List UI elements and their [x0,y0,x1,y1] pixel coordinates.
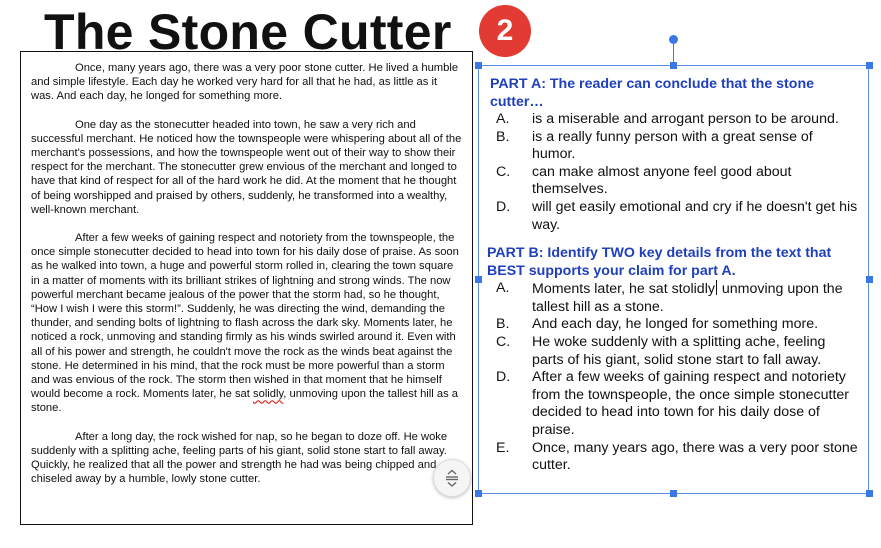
part-b-option-c[interactable]: C. He woke suddenly with a splitting ache, feeling parts of his giant, solid stone start to fall away. [496,333,826,368]
question-text-box[interactable] [478,65,869,494]
story-paragraph-3-end: , unmoving upon the tallest hill as a stone. [31,388,459,415]
part-b-option-b[interactable]: B. And each day, he longed for something more. [496,316,819,333]
story-paragraph-1: Once, many years ago, there was a very poor stone cutter. He lived a humble and simple lifestyle. Each day he worked very hard for all that he had, as little as it was. And each day, he longed for something more. [31,62,459,103]
part-a-heading: PART A: The reader can conclude that the stone cutter… [490,76,814,110]
part-b-option-d[interactable]: D. After a few weeks of gaining respect and notoriety from the townspeople, the once simple stonecutter decided to head into town for his daily dose of praise. [496,369,850,438]
part-a-option-b[interactable]: B. is a really funny person with a great sense of humor. [496,128,813,163]
drag-handle-icon[interactable] [433,459,471,497]
part-b-options [487,280,860,475]
spellcheck-word[interactable]: solidly [253,388,284,401]
story-paragraph-3-text: After a few weeks of gaining respect and notoriety from the townspeople, the once simple stonecutter decided to head into town for his daily dose of praise. As soon as he walked into town, a huge and powerful storm rolled in, clearing the town square in a matter of moments with its brilliant strikes of lightning and strong winds. The now powerful merchant became jealous of the power that the storm had, so he thought, “How I wish I were this storm!”. Suddenly, he was directing the wind, demanding the thunder, and sending bolts of lightning to flash across the dark sky. Moments later, he noticed a rock, unmoving and standing firmly as his winds swirled around it. Even with all of his power and strength, he couldn't move the rock as the winds beat against the stone. He determined in his mind, that the rock must be more powerful than a storm and was envious of the rock. The storm then wished in that moment that he himself would become a rock. Moments later, he sat [31,232,459,401]
part-a-options [487,111,860,234]
story-paragraph-2: One day as the stonecutter headed into town, he saw a very rich and successful merchant. He noticed how the townspeople were whispering about all of the merchant's possessions, and how the townspeople went out of their way to show their respect for the merchant. The stonecutter grew envious of the merchant and longed to have that kind of respect for all of the hard work he did. At the moment that he thought of being worshipped and praised by others, suddenly, he transformed into a wealthy, well-known merchant. [31,118,462,216]
story-text-box[interactable] [20,51,473,525]
resize-handle-bottom-right[interactable] [866,490,873,497]
rotation-handle[interactable] [669,35,678,44]
resize-handle-top-left[interactable] [475,62,482,69]
resize-handle-top-right[interactable] [866,62,873,69]
part-b-option-a[interactable]: A. Moments later, he sat stolidly unmoving upon the tallest hill as a stone. [496,280,843,315]
part-a-option-c[interactable]: C. can make almost anyone feel good about themselves. [496,163,792,198]
resize-handle-bottom-center[interactable] [670,490,677,497]
part-b-option-a-after: unmoving upon the tallest hill as a stone. [532,281,843,315]
step-badge: 2 [479,5,531,57]
resize-handle-middle-left[interactable] [475,276,482,283]
story-paragraph-3 [31,231,463,416]
part-a-option-d[interactable]: D. will get easily emotional and cry if he doesn't get his way. [496,198,858,233]
resize-handle-middle-right[interactable] [866,276,873,283]
part-b-option-a-before: Moments later, he sat stolidly [532,281,715,298]
story-paragraph-4: After a long day, the rock wished for nap, so he began to doze off. He woke suddenly with a splitting ache, feeling parts of his giant, solid stone start to fall away. Quickly, he realized that all the power and strength he had was being chipped and chiseled away by a humble, lowly stone cutter. [31,430,448,486]
resize-handle-bottom-left[interactable] [475,490,482,497]
part-a-option-a[interactable]: A. is a miserable and arrogant person to be around. [496,111,839,127]
resize-handle-top-center[interactable] [670,62,677,69]
page-title: The Stone Cutter [44,4,452,60]
part-b-option-e[interactable]: E. Once, many years ago, there was a very poor stone cutter. [496,439,858,474]
part-b-heading: PART B: Identify TWO key details from the text that BEST supports your claim for part A. [487,245,832,280]
text-cursor [716,280,717,295]
